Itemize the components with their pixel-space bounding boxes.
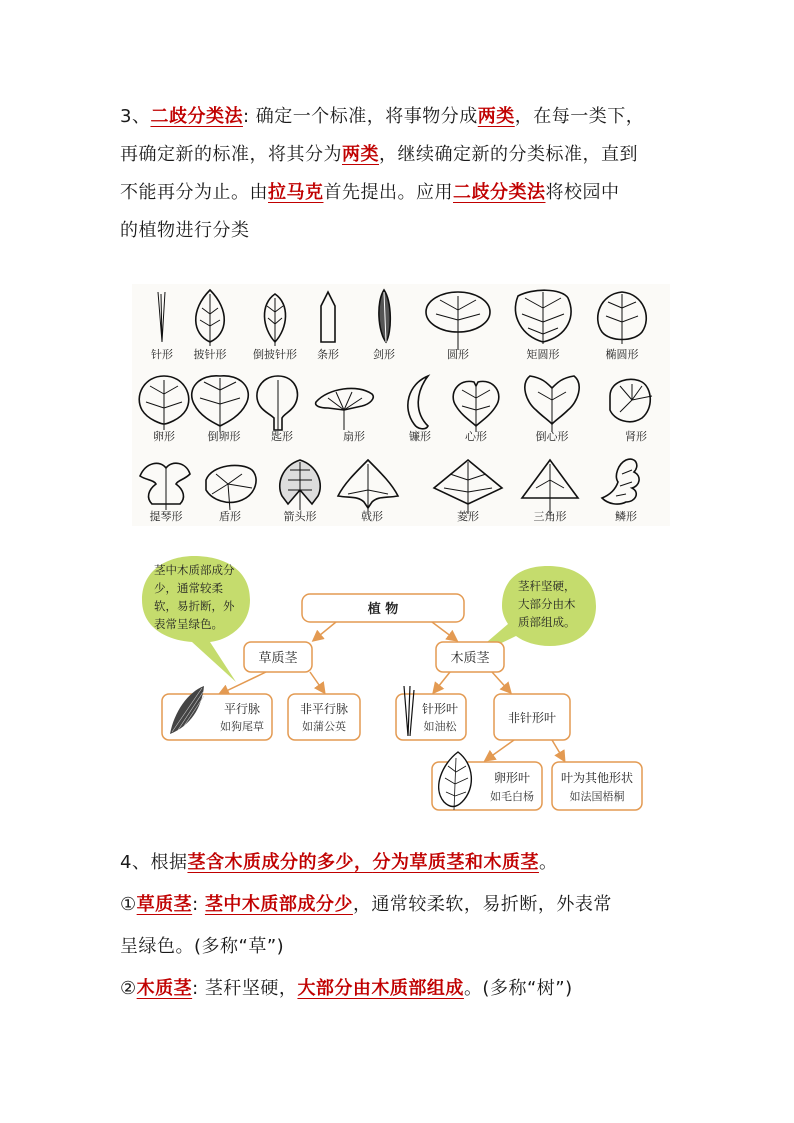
term-two-classes-2: 两类 bbox=[342, 144, 379, 165]
node-example: 如蒲公英 bbox=[302, 720, 346, 733]
node-label: 卵形叶 bbox=[493, 771, 531, 785]
term-dichotomous: 二歧分类法 bbox=[150, 106, 243, 127]
text-run: 4、根据 bbox=[120, 852, 188, 873]
leaf-linear bbox=[321, 292, 335, 342]
term-two-classes: 两类 bbox=[477, 106, 515, 127]
term-less-xylem: 茎中木质部成分少 bbox=[204, 894, 353, 915]
leaf-label: 盾形 bbox=[219, 510, 241, 523]
node-label: 叶为其他形状 bbox=[560, 771, 634, 785]
leaf-ensiform bbox=[379, 290, 390, 342]
node-example: 如狗尾草 bbox=[220, 720, 264, 733]
leaf-spatulate bbox=[257, 376, 298, 430]
section4-item1-line2: 呈绿色。(多称“草”) bbox=[120, 936, 285, 957]
node-herbaceous-stem bbox=[244, 642, 312, 672]
text-run: 不能再分为止。由 bbox=[120, 182, 268, 203]
leaf-flabellate bbox=[316, 388, 374, 430]
leaf-label: 提琴形 bbox=[149, 510, 183, 523]
section4-line1 bbox=[120, 842, 700, 884]
leaf-needle bbox=[158, 292, 165, 342]
bubble-text-line: 表常呈绿色。 bbox=[154, 617, 223, 631]
node-plant bbox=[302, 594, 464, 622]
text-run: 再确定新的标准，将其分为 bbox=[120, 144, 342, 165]
term-herbaceous: 草质茎 bbox=[136, 894, 193, 915]
leaf-obovate bbox=[192, 376, 249, 432]
bubble-text-line: 软，易折断，外 bbox=[154, 599, 235, 613]
leaf-label: 扇形 bbox=[343, 430, 365, 443]
leaf-lanceolate bbox=[196, 290, 225, 346]
bubble-text-line: 质部组成。 bbox=[518, 615, 576, 629]
term-lamarck: 拉马克 bbox=[268, 182, 324, 203]
bubble-text-line: 少，通常较柔 bbox=[154, 581, 223, 595]
leaf-deltoid bbox=[522, 460, 578, 514]
node-nonparallel-vein bbox=[288, 694, 360, 740]
node-ovate-leaf bbox=[432, 752, 542, 810]
term-wood-content: 茎含木质成分的多少 bbox=[187, 852, 354, 873]
node-label: 木质茎 bbox=[450, 651, 490, 666]
section3-paragraph bbox=[120, 98, 700, 250]
leaf-label: 倒心形 bbox=[535, 430, 569, 443]
classification-svg bbox=[140, 552, 660, 822]
leaf-label: 倒披针形 bbox=[253, 348, 297, 361]
leaf-label: 心形 bbox=[465, 430, 487, 443]
term-dichotomous-2: 二歧分类法 bbox=[453, 182, 546, 203]
node-label: 植 物 bbox=[367, 602, 399, 617]
leaf-label: 矩圆形 bbox=[526, 348, 560, 361]
leaf-label: 菱形 bbox=[457, 510, 479, 523]
leaf-obcordate bbox=[525, 376, 579, 432]
text-run: ，继续确定新的分类标准，直到 bbox=[379, 144, 638, 165]
leaf-reniform bbox=[610, 379, 652, 421]
leaf-label: 三角形 bbox=[533, 510, 567, 523]
node-needle-leaf bbox=[396, 686, 466, 740]
bubble-text-line: 大部分由木 bbox=[518, 597, 576, 611]
node-parallel-vein bbox=[162, 686, 272, 740]
leaf-oblong bbox=[516, 290, 571, 344]
node-woody-stem bbox=[436, 642, 504, 672]
leaf-cordate bbox=[453, 381, 499, 432]
leaf-pandurate bbox=[140, 463, 190, 510]
leaf-label: 箭头形 bbox=[283, 510, 317, 523]
leaf-label: 镰形 bbox=[409, 430, 431, 443]
leaf-oblanceolate bbox=[264, 294, 285, 346]
bubble-herbaceous bbox=[142, 556, 250, 682]
leaf-label: 鳞形 bbox=[615, 510, 637, 523]
leaf-label: 肾形 bbox=[625, 430, 647, 443]
node-example: 如法国梧桐 bbox=[569, 790, 625, 803]
term-mostly-xylem: 大部分由木质部组成 bbox=[297, 978, 464, 999]
leaf-shapes-figure bbox=[132, 284, 670, 526]
text-run: : 茎秆坚硬， bbox=[192, 978, 298, 999]
text-run: ，在每一类下， bbox=[514, 106, 645, 127]
node-label: 平行脉 bbox=[223, 702, 261, 716]
text-run: 首先提出。应用 bbox=[323, 182, 453, 203]
text-run: 将校园中 bbox=[545, 182, 620, 203]
section4-paragraph bbox=[120, 842, 700, 1010]
section3-line2 bbox=[120, 136, 700, 174]
text-run: ， bbox=[353, 852, 373, 873]
leaf-label: 椭圆形 bbox=[605, 348, 639, 361]
leaf-label: 圆形 bbox=[447, 348, 469, 361]
item-number: ① bbox=[120, 894, 137, 915]
bubble-text-line: 茎中木质部成分 bbox=[154, 563, 235, 577]
leaf-peltate bbox=[206, 465, 256, 510]
leaf-label: 条形 bbox=[317, 348, 339, 361]
node-label: 针形叶 bbox=[421, 702, 459, 716]
text-run: 。(多称“树”) bbox=[463, 978, 573, 999]
leaf-label: 倒卵形 bbox=[207, 430, 241, 443]
text-run: ，通常较柔软，易折断，外表常 bbox=[352, 894, 612, 915]
leaf-hastate bbox=[338, 460, 398, 514]
node-label: 草质茎 bbox=[258, 651, 298, 666]
leaf-squamiform bbox=[602, 459, 639, 504]
text-run: : 确定一个标准，将事物分成 bbox=[242, 106, 478, 127]
leaf-labels-row1 bbox=[151, 347, 639, 361]
section4-item1 bbox=[120, 884, 700, 926]
leaf-label: 针形 bbox=[151, 348, 173, 361]
section3-line4: 的植物进行分类 bbox=[120, 220, 250, 241]
section4-item2 bbox=[120, 968, 700, 1010]
text-run: : bbox=[192, 894, 205, 915]
node-label: 非针形叶 bbox=[507, 711, 557, 725]
leaf-label: 卵形 bbox=[153, 430, 175, 443]
term-woody: 木质茎 bbox=[136, 978, 193, 999]
leaf-label: 匙形 bbox=[271, 430, 293, 443]
leaf-shapes-svg bbox=[132, 284, 670, 526]
leaf-sagittate bbox=[280, 460, 321, 510]
leaf-labels-row2 bbox=[153, 429, 647, 443]
term-two-stems: 分为草质茎和木质茎 bbox=[372, 852, 539, 873]
node-non-needle-leaf bbox=[494, 694, 570, 740]
item-number: ② bbox=[120, 978, 137, 999]
leaf-label: 披针形 bbox=[193, 348, 227, 361]
node-example: 如油松 bbox=[423, 720, 457, 733]
section3-line3 bbox=[120, 174, 700, 212]
leaf-label: 戟形 bbox=[361, 510, 383, 523]
leaf-ovate bbox=[139, 376, 189, 430]
section-number: 3、 bbox=[120, 106, 151, 127]
leaf-elliptic bbox=[598, 292, 647, 344]
text-run: 。 bbox=[538, 852, 558, 873]
node-label: 非平行脉 bbox=[299, 702, 349, 716]
bubble-text-line: 茎秆坚硬， bbox=[518, 579, 576, 593]
plant-classification-diagram bbox=[140, 552, 660, 822]
node-example: 如毛白杨 bbox=[490, 790, 534, 803]
leaf-orbicular bbox=[426, 292, 490, 350]
node-other-shape-leaf bbox=[552, 762, 642, 810]
leaf-rhomboid bbox=[434, 460, 502, 514]
leaf-falcate bbox=[408, 376, 428, 429]
leaf-labels-row3 bbox=[150, 509, 638, 523]
leaf-label: 剑形 bbox=[373, 348, 395, 361]
section3-line1 bbox=[120, 98, 700, 136]
